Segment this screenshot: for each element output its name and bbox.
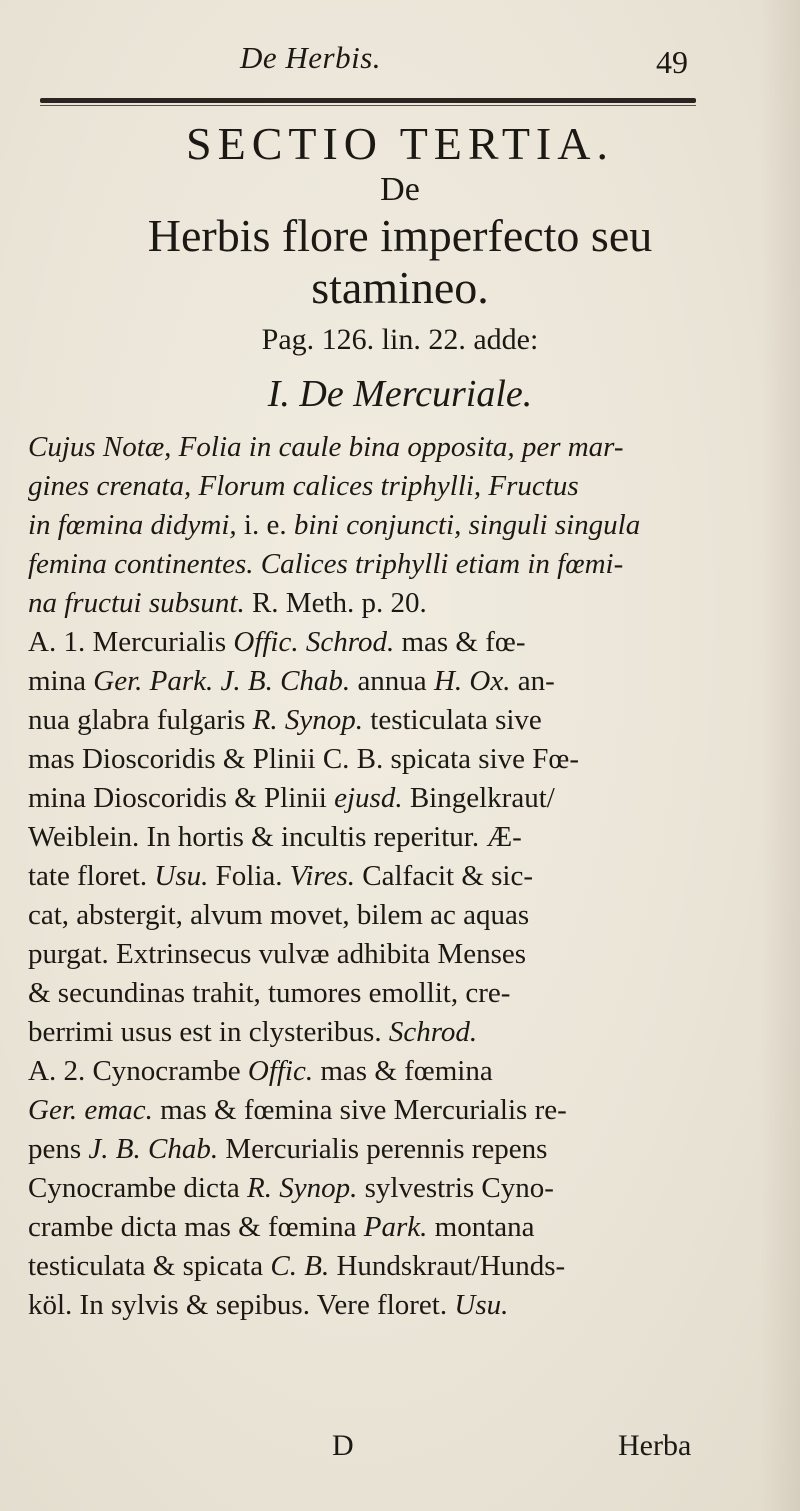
text-line [28, 662, 788, 701]
italic-run: R. Synop. [252, 704, 364, 736]
text-line [28, 1013, 788, 1052]
page-number: 49 [656, 44, 688, 80]
italic-run: bini conjuncti, singuli singula [293, 509, 641, 541]
roman-run: testiculata sive [363, 704, 542, 736]
signature-mark: D [332, 1429, 354, 1462]
section-title [0, 210, 800, 314]
catchword: Herba [618, 1429, 692, 1462]
italic-run: J. B. Chab. [88, 1133, 219, 1165]
header-rule [40, 98, 696, 103]
text-line [28, 857, 788, 896]
roman-run: cat, abstergit, alvum movet, bilem ac aquas [28, 899, 530, 931]
italic-run: Park. [363, 1211, 428, 1243]
header-rule-thin [40, 105, 696, 106]
italic-run: H. Ox. [433, 665, 511, 697]
text-line [28, 1091, 788, 1130]
section-title-line-2: stamineo. [311, 262, 489, 313]
roman-run: i. e. [243, 509, 294, 541]
text-line [28, 623, 788, 662]
roman-run: testiculata & spicata [28, 1250, 271, 1282]
italic-run: gines crenata, Florum calices triphylli, Fructus [28, 470, 579, 502]
text-line [28, 1286, 788, 1325]
italic-run: Schrod. [388, 1016, 478, 1048]
roman-run: crambe dicta mas & fœmina [28, 1211, 364, 1243]
roman-run: tate floret. [28, 860, 155, 892]
page-reference: Pag. 126. lin. 22. adde: [261, 323, 539, 356]
running-head [0, 22, 800, 82]
italic-run: Usu. [454, 1289, 509, 1321]
italic-run: ejusd. [334, 782, 403, 814]
text-line [28, 740, 788, 779]
roman-run: Folia. [208, 860, 290, 892]
roman-run: & secundinas trahit, tumores emollit, cre- [28, 977, 511, 1009]
italic-run: R. Synop. [247, 1172, 358, 1204]
roman-run: mina Dioscoridis & Plinii [28, 782, 335, 814]
roman-run: montana [427, 1211, 535, 1243]
catchwords-row [0, 1429, 800, 1469]
text-line [28, 1130, 788, 1169]
section-preposition: De [380, 171, 420, 208]
italic-run: Usu. [154, 860, 209, 892]
text-line [28, 1247, 788, 1286]
text-line [28, 467, 788, 506]
italic-run: Ger. Park. J. B. Chab. [93, 665, 351, 697]
text-line [28, 818, 788, 857]
roman-run: Calfacit & sic- [355, 860, 533, 892]
roman-run: pens [28, 1133, 89, 1165]
roman-run: purgat. Extrinsecus vulvæ adhibita Menses [28, 938, 527, 970]
text-line [28, 1208, 788, 1247]
text-line [28, 935, 788, 974]
roman-run: nua glabra fulgaris [28, 704, 253, 736]
italic-run: na fructui subsunt. [28, 587, 252, 619]
roman-run: Bingelkraut/ [402, 782, 555, 814]
text-line [28, 428, 788, 467]
roman-run: sylvestris Cyno- [357, 1172, 554, 1204]
italic-run: Ger. emac. [28, 1094, 153, 1126]
page-edge-shadow [760, 0, 800, 1511]
roman-run: Hundskraut/Hunds- [329, 1250, 566, 1282]
italic-run: Vires. [289, 860, 356, 892]
roman-run: annua [350, 665, 434, 697]
italic-run: in fœmina didymi, [28, 509, 244, 541]
italic-run: Offic. Schrod. [233, 626, 395, 658]
roman-run: A. 1. Mercurialis [28, 626, 234, 658]
entry-heading: I. De Mercuriale. [267, 373, 533, 415]
running-title: De Herbis. [240, 40, 382, 75]
roman-run: mas & fœmina [313, 1055, 493, 1087]
roman-run: R. Meth. p. 20. [251, 587, 427, 619]
text-line [28, 701, 788, 740]
text-line [28, 545, 788, 584]
roman-run: A. 2. Cynocrambe [28, 1055, 248, 1087]
section-title-line-1: Herbis flore imperfecto seu [147, 210, 653, 261]
italic-run: Offic. [247, 1055, 314, 1087]
roman-run: mas & fœ- [394, 626, 526, 658]
roman-run: Cynocrambe dicta [28, 1172, 248, 1204]
roman-run: Mercurialis perennis repens [218, 1133, 548, 1165]
roman-run: köl. In sylvis & sepibus. Vere floret. [28, 1289, 455, 1321]
roman-run: mas Dioscoridis & Plinii C. B. spicata sive Fœ- [28, 743, 579, 775]
section-heading: SECTIO TERTIA. [186, 118, 614, 169]
text-line [28, 779, 788, 818]
italic-run: C. B. [270, 1250, 330, 1282]
italic-run: Cujus Notæ, Folia in caule bina opposita, per mar- [28, 431, 624, 463]
roman-run: an- [510, 665, 555, 697]
roman-run: mas & fœmina sive Mercurialis re- [152, 1094, 567, 1126]
text-line [28, 584, 788, 623]
text-line [28, 896, 788, 935]
text-line [28, 1052, 788, 1091]
roman-run: Weiblein. In hortis & incultis reperitur. Æ- [28, 821, 522, 853]
text-line [28, 1169, 788, 1208]
roman-run: berrimi usus est in clysteribus. [28, 1016, 389, 1048]
roman-run: mina [28, 665, 94, 697]
text-line [28, 974, 788, 1013]
italic-run: femina continentes. Calices triphylli etiam in fœmi- [28, 548, 624, 580]
text-line [28, 506, 788, 545]
body-text [28, 428, 788, 1325]
